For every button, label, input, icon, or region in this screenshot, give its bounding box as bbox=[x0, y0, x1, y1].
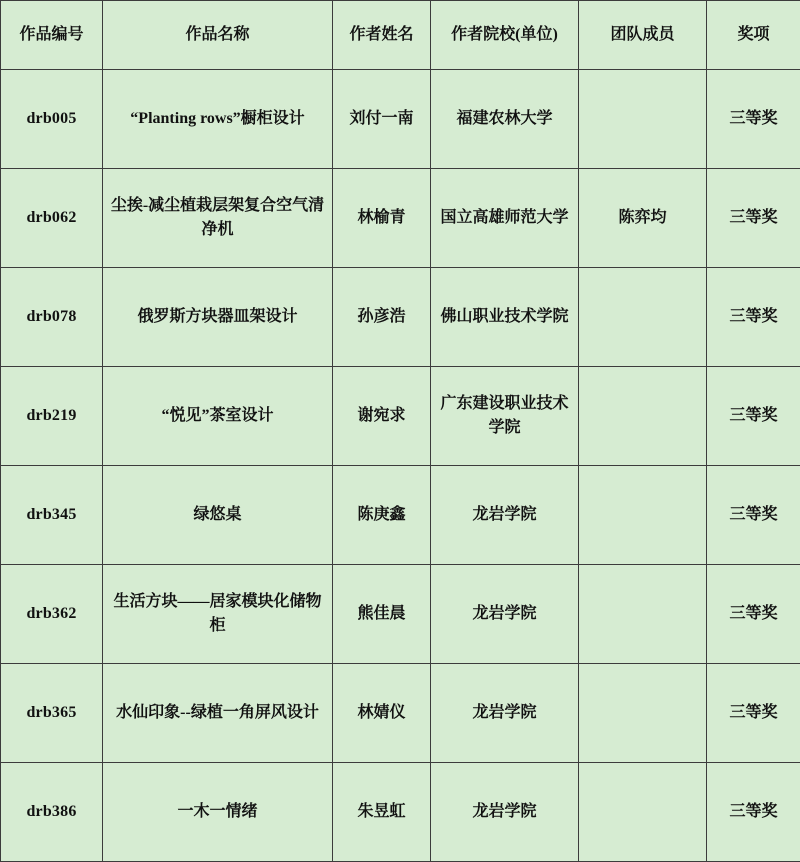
table-header bbox=[1, 1, 800, 70]
cell-award: 三等奖 bbox=[707, 70, 800, 169]
column-header-work-id: 作品编号 bbox=[1, 1, 103, 70]
cell-work-id: drb005 bbox=[1, 70, 103, 169]
cell-school: 广东建设职业技术学院 bbox=[431, 367, 579, 466]
cell-work-id: drb062 bbox=[1, 169, 103, 268]
cell-team-members bbox=[579, 268, 707, 367]
table-row bbox=[1, 367, 800, 466]
table-row bbox=[1, 70, 800, 169]
cell-school: 龙岩学院 bbox=[431, 466, 579, 565]
cell-school: 福建农林大学 bbox=[431, 70, 579, 169]
cell-team-members bbox=[579, 763, 707, 862]
cell-author-name: 陈庚鑫 bbox=[333, 466, 431, 565]
table-row bbox=[1, 664, 800, 763]
cell-team-members bbox=[579, 70, 707, 169]
cell-work-id: drb078 bbox=[1, 268, 103, 367]
cell-work-title: 尘挨-减尘植栽层架复合空气清净机 bbox=[103, 169, 333, 268]
column-header-school: 作者院校(单位) bbox=[431, 1, 579, 70]
cell-school: 国立高雄师范大学 bbox=[431, 169, 579, 268]
cell-author-name: 孙彦浩 bbox=[333, 268, 431, 367]
column-header-award: 奖项 bbox=[707, 1, 800, 70]
column-header-author-name: 作者姓名 bbox=[333, 1, 431, 70]
cell-work-id: drb219 bbox=[1, 367, 103, 466]
cell-author-name: 谢宛求 bbox=[333, 367, 431, 466]
cell-school: 龙岩学院 bbox=[431, 565, 579, 664]
cell-author-name: 林婧仪 bbox=[333, 664, 431, 763]
cell-work-title: 绿悠桌 bbox=[103, 466, 333, 565]
cell-work-title: 俄罗斯方块器皿架设计 bbox=[103, 268, 333, 367]
cell-team-members: 陈弈均 bbox=[579, 169, 707, 268]
cell-work-id: drb345 bbox=[1, 466, 103, 565]
table-row bbox=[1, 169, 800, 268]
cell-award: 三等奖 bbox=[707, 565, 800, 664]
cell-school: 龙岩学院 bbox=[431, 664, 579, 763]
cell-team-members bbox=[579, 367, 707, 466]
cell-team-members bbox=[579, 466, 707, 565]
table-row bbox=[1, 565, 800, 664]
cell-award: 三等奖 bbox=[707, 466, 800, 565]
cell-award: 三等奖 bbox=[707, 268, 800, 367]
table-row bbox=[1, 763, 800, 862]
cell-school: 佛山职业技术学院 bbox=[431, 268, 579, 367]
cell-team-members bbox=[579, 664, 707, 763]
table-header-row bbox=[1, 1, 800, 70]
cell-author-name: 朱昱虹 bbox=[333, 763, 431, 862]
cell-award: 三等奖 bbox=[707, 169, 800, 268]
cell-award: 三等奖 bbox=[707, 367, 800, 466]
table-row bbox=[1, 268, 800, 367]
cell-work-title: “悦见”茶室设计 bbox=[103, 367, 333, 466]
table-row bbox=[1, 466, 800, 565]
column-header-work-title: 作品名称 bbox=[103, 1, 333, 70]
cell-work-title: “Planting rows”橱柜设计 bbox=[103, 70, 333, 169]
cell-team-members bbox=[579, 565, 707, 664]
cell-work-title: 水仙印象--绿植一角屏风设计 bbox=[103, 664, 333, 763]
cell-work-title: 一木一情绪 bbox=[103, 763, 333, 862]
cell-work-id: drb362 bbox=[1, 565, 103, 664]
cell-author-name: 林榆青 bbox=[333, 169, 431, 268]
cell-work-id: drb365 bbox=[1, 664, 103, 763]
table-body bbox=[1, 70, 800, 862]
cell-award: 三等奖 bbox=[707, 763, 800, 862]
cell-school: 龙岩学院 bbox=[431, 763, 579, 862]
cell-author-name: 刘付一南 bbox=[333, 70, 431, 169]
column-header-team-members: 团队成员 bbox=[579, 1, 707, 70]
cell-author-name: 熊佳晨 bbox=[333, 565, 431, 664]
cell-work-id: drb386 bbox=[1, 763, 103, 862]
cell-award: 三等奖 bbox=[707, 664, 800, 763]
cell-work-title: 生活方块——居家模块化储物柜 bbox=[103, 565, 333, 664]
